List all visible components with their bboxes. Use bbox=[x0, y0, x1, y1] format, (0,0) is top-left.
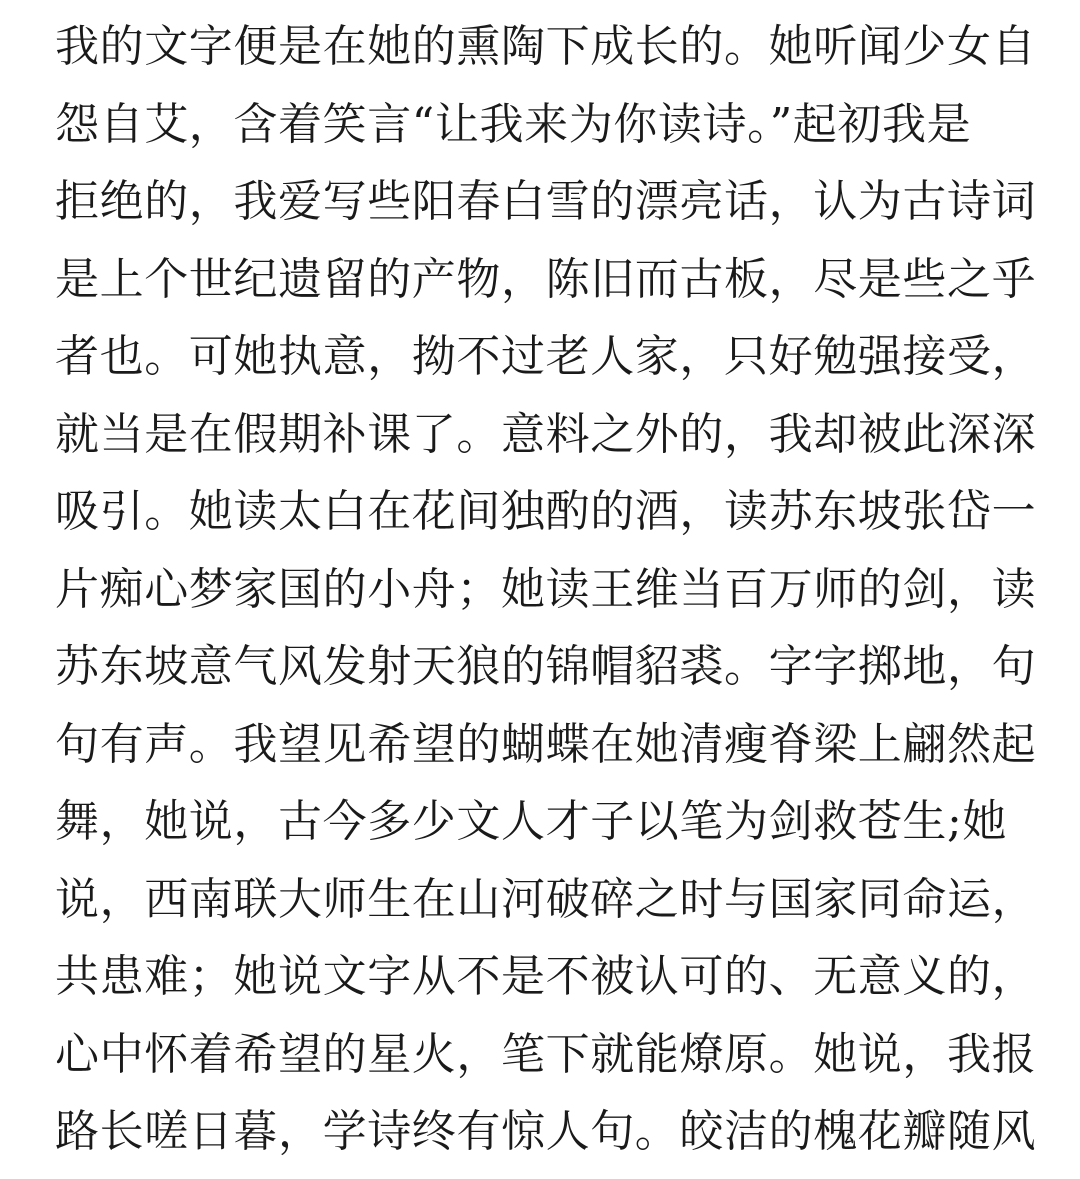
document-body bbox=[55, 8, 1035, 1171]
text-line: 我的文字便是在她的熏陶下成长的。她听闻少女自 bbox=[55, 21, 1037, 72]
text-line: 是上个世纪遗留的产物，陈旧而古板，尽是些之乎 bbox=[55, 253, 1037, 305]
text-line: 共患难；她说文字从不是不被认可的、无意义的， bbox=[55, 951, 1037, 1002]
text-line: 者也。可她执意，拗不过老人家，只好勉强接受， bbox=[55, 331, 1037, 382]
text-line: 拒绝的，我爱写些阳春白雪的漂亮话，认为古诗词 bbox=[55, 176, 1037, 227]
text-line: 说，西南联大师生在山河破碎之时与国家同命运， bbox=[55, 873, 1037, 925]
text-line: 就当是在假期补课了。意料之外的，我却被此深深 bbox=[55, 408, 1037, 460]
text-line: 句有声。我望见希望的蝴蝶在她清瘦脊梁上翩然起 bbox=[55, 718, 1037, 770]
text-line: 苏东坡意气风发射天狼的锦帽貂裘。字字掷地，句 bbox=[55, 641, 1037, 692]
text-line: 怨自艾，含着笑言“让我来为你读诗。”起初我是 bbox=[55, 98, 972, 150]
text-line: 心中怀着希望的星火，笔下就能燎原。她说，我报 bbox=[55, 1028, 1037, 1080]
text-line: 片痴心梦家国的小舟；她读王维当百万师的剑，读 bbox=[55, 563, 1037, 615]
text-line: 路长嗟日暮，学诗终有惊人句。皎洁的槐花瓣随风 bbox=[55, 1106, 1037, 1157]
text-line: 舞，她说，古今多少文人才子以笔为剑救苍生;她 bbox=[55, 796, 1008, 847]
text-line: 吸引。她读太白在花间独酌的酒，读苏东坡张岱一 bbox=[55, 486, 1037, 537]
